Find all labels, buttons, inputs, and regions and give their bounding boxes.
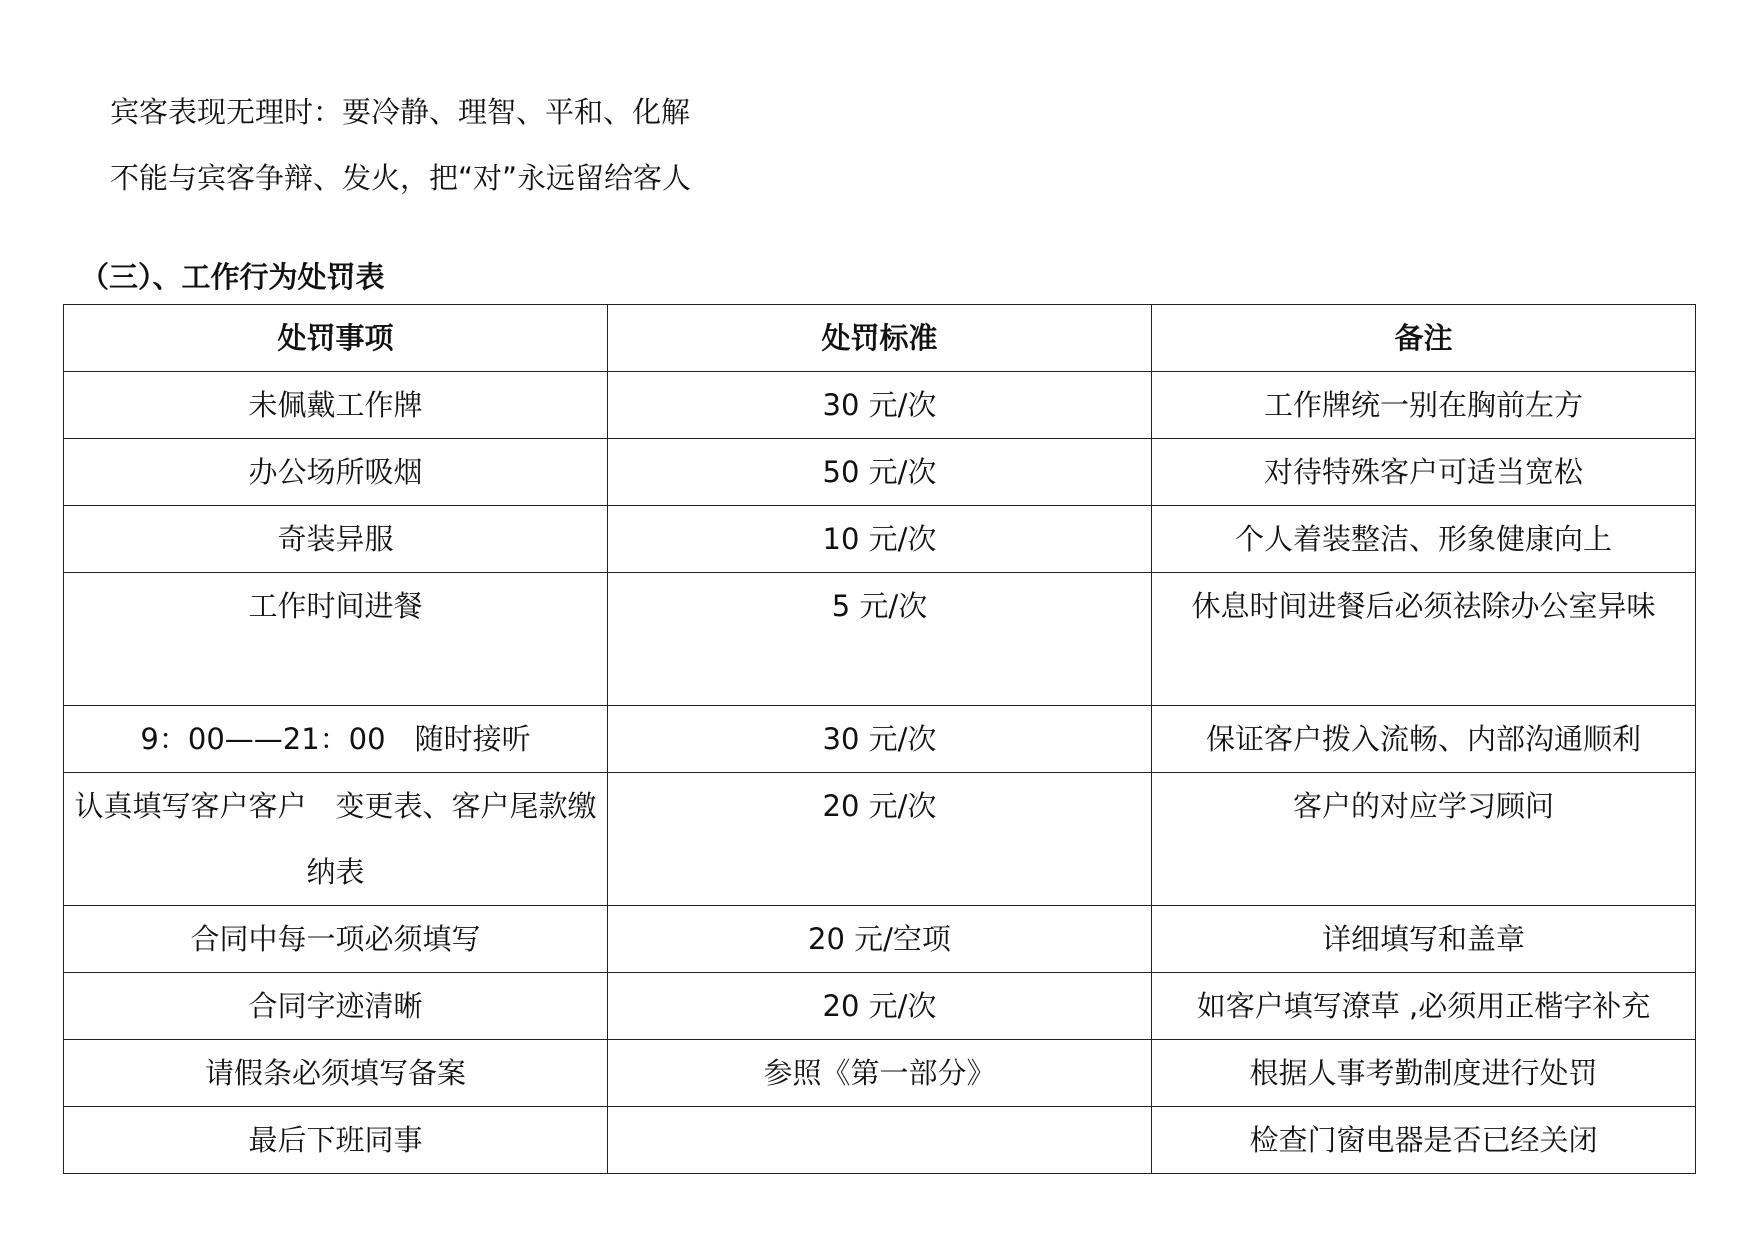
- cell-item: 合同字迹清晰: [64, 973, 608, 1040]
- cell-item: 办公场所吸烟: [64, 439, 608, 506]
- table-row: [64, 706, 1696, 773]
- cell-remark: 根据人事考勤制度进行处罚: [1152, 1040, 1696, 1107]
- cell-standard: 20 元/次: [608, 773, 1152, 906]
- table-row: [64, 773, 1696, 906]
- cell-standard: 20 元/空项: [608, 906, 1152, 973]
- cell-remark: 如客户填写潦草 ,必须用正楷字补充: [1152, 973, 1696, 1040]
- table-row: [64, 506, 1696, 573]
- header-penalty-standard: 处罚标准: [608, 305, 1152, 372]
- cell-item: 工作时间进餐: [64, 573, 608, 706]
- table-row: [64, 973, 1696, 1040]
- table-row: [64, 906, 1696, 973]
- cell-remark: 休息时间进餐后必须祛除办公室异味: [1152, 573, 1696, 706]
- header-penalty-item: 处罚事项: [64, 305, 608, 372]
- table-row: [64, 372, 1696, 439]
- cell-remark: 客户的对应学习顾问: [1152, 773, 1696, 906]
- cell-standard: 5 元/次: [608, 573, 1152, 706]
- cell-standard: [608, 1107, 1152, 1174]
- cell-item: 最后下班同事: [64, 1107, 608, 1174]
- cell-standard: 20 元/次: [608, 973, 1152, 1040]
- penalty-table: [63, 304, 1696, 1174]
- header-remarks: 备注: [1152, 305, 1696, 372]
- table-row: [64, 573, 1696, 706]
- table-row: [64, 439, 1696, 506]
- intro-line-2: 不能与宾客争辩、发火，把“对”永远留给客人: [110, 161, 692, 195]
- cell-item: 请假条必须填写备案: [64, 1040, 608, 1107]
- table-header-row: [64, 305, 1696, 372]
- table-row: [64, 1107, 1696, 1174]
- intro-line-1: 宾客表现无理时：要冷静、理智、平和、化解: [110, 95, 691, 129]
- cell-item: 奇装异服: [64, 506, 608, 573]
- cell-item: 认真填写客户客户 变更表、客户尾款缴纳表: [64, 773, 608, 906]
- cell-item: 合同中每一项必须填写: [64, 906, 608, 973]
- cell-standard: 10 元/次: [608, 506, 1152, 573]
- cell-remark: 对待特殊客户可适当宽松: [1152, 439, 1696, 506]
- cell-item: 9：00——21：00 随时接听: [64, 706, 608, 773]
- cell-remark: 个人着装整洁、形象健康向上: [1152, 506, 1696, 573]
- cell-remark: 保证客户拨入流畅、内部沟通顺利: [1152, 706, 1696, 773]
- cell-standard: 30 元/次: [608, 372, 1152, 439]
- cell-remark: 详细填写和盖章: [1152, 906, 1696, 973]
- cell-standard: 参照《第一部分》: [608, 1040, 1152, 1107]
- cell-remark: 检查门窗电器是否已经关闭: [1152, 1107, 1696, 1174]
- cell-standard: 50 元/次: [608, 439, 1152, 506]
- cell-standard: 30 元/次: [608, 706, 1152, 773]
- cell-item: 未佩戴工作牌: [64, 372, 608, 439]
- cell-remark: 工作牌统一别在胸前左方: [1152, 372, 1696, 439]
- section-title: （三）、工作行为处罚表: [80, 260, 385, 294]
- table-row: [64, 1040, 1696, 1107]
